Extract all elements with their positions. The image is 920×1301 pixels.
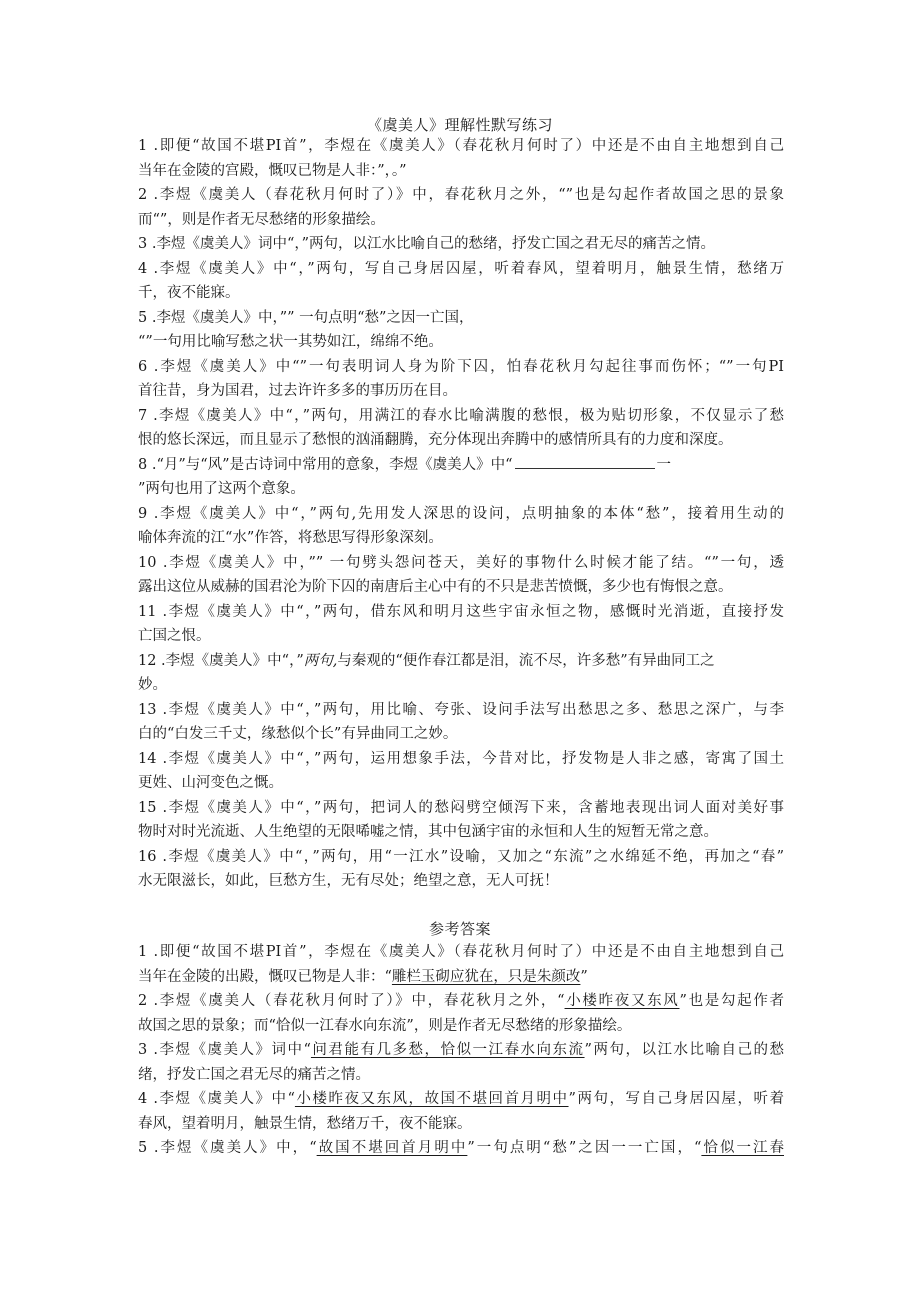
answer-underlined: 小楼昨夜又东风	[564, 993, 680, 1009]
question-line: 物时对时光流逝、人生绝望的无限唏嘘之情，其中包涵宇宙的永恒和人生的短暂无常之意。	[138, 824, 718, 840]
question-line: 3 .李煜《虞美人》词中“，”两句，以江水比喻自己的愁绪，抒发亡国之君无尽的痛苦之情。	[138, 236, 716, 252]
question-item	[138, 600, 784, 649]
question-item	[138, 232, 784, 257]
question-line: 13 .李煜《虞美人》中“，”两句，用比喻、夸张、设问手法写出愁思之多、愁思之深广，与李	[138, 701, 784, 718]
answer-text: 5 .李煜《虞美人》中，“	[138, 1140, 317, 1156]
answer-underlined: 问君能有几多愁，恰似一江春水向东流	[310, 1042, 585, 1058]
question-text: 8 .“月”与“风”是古诗词中常用的意象，李煜《虞美人》中“	[138, 456, 513, 473]
question-line: 喻体奔流的江“水”作答，将愁思写得形象深刻。	[138, 530, 443, 546]
question-item	[138, 649, 784, 698]
question-line: 更姓、山河变色之慨。	[138, 775, 283, 791]
question-line: 亡国之恨。	[138, 628, 211, 644]
question-line	[138, 649, 784, 674]
answer-underlined: 恰似一江春	[701, 1140, 784, 1156]
answers-title: 参考答案	[428, 920, 491, 938]
question-item	[138, 845, 784, 894]
question-line: “”一句用比喻写愁之状一其势如江，绵绵不绝。	[138, 334, 443, 350]
page-title: 《虞美人》理解性默写练习	[366, 116, 553, 134]
question-line: 水无限滋长，如此，巨愁方生，无有尽处；绝望之意，无人可抚！	[138, 873, 559, 889]
question-line: 9 .李煜《虞美人》中“，”两句,先用发人深思的设问，点明抽象的本体“愁”，接着用生动的	[138, 505, 784, 522]
answer-text: 2 .李煜《虞美人（春花秋月何时了）》中，春花秋月之外，“	[138, 993, 565, 1009]
question-line: ”两句也用了这两个意象。	[138, 481, 305, 497]
question-line: 14 .李煜《虞美人》中“，”两句，运用想象手法，今昔对比，抒发物是人非之感，寄寓了国土	[138, 750, 784, 767]
answer-text: 3 .李煜《虞美人》词中“	[138, 1042, 311, 1058]
question-line: 恨的悠长深远，而且显示了愁恨的汹涌翻腾，充分体现出奔腾中的感情所具有的力度和深度。	[138, 432, 733, 448]
question-line: 千，夜不能寐。	[138, 285, 240, 301]
question-line: 15 .李煜《虞美人》中“，”两句，把词人的愁闷劈空倾泻下来，含蓄地表现出词人面对美好事	[138, 799, 784, 816]
answer-item	[138, 940, 784, 989]
question-list	[138, 134, 784, 894]
question-item	[138, 453, 784, 502]
question-text: 一	[656, 456, 672, 473]
answer-line	[138, 1087, 784, 1112]
answer-line	[138, 965, 784, 990]
answer-line: 春风，望着明月，触景生情，愁绪万千，夜不能寐。	[138, 1115, 472, 1132]
question-item	[138, 306, 784, 355]
answer-underlined: 小楼昨夜又东风，故国不堪回首月明中	[294, 1091, 569, 1107]
question-line: 当年在金陵的宫殿，慨叹已物是人非：”，。”	[138, 162, 407, 179]
answer-text: 当年在金陵的出殿，慨叹已物是人非：“	[138, 968, 392, 985]
answer-line	[138, 1136, 784, 1161]
question-line: 妙。	[138, 677, 167, 693]
question-line: 而“”，则是作者无尽愁绪的形象描绘。	[138, 211, 385, 228]
answer-line: 1 .即便“故国不堪PI首”，李煜在《虞美人》（春花秋月何时了）中还是不由自主地想到自己	[138, 944, 784, 960]
answer-underlined: 雕栏玉砌应犹在，只是朱颜改	[391, 968, 581, 985]
question-line: 露出这位从威赫的国君沦为阶下囚的南唐后主心中有的不只是悲苦愤慨，多少也有悔恨之意。	[138, 579, 733, 595]
answer-text: ”	[580, 968, 588, 985]
question-line: 首往昔，身为国君，过去许许多多的事历历在目。	[138, 383, 457, 399]
answer-line: 绪，抒发亡国之君无尽的痛苦之情。	[138, 1066, 370, 1083]
answer-text: ”一句点明“愁”之因一一亡国，“	[467, 1140, 702, 1156]
question-item	[138, 355, 784, 404]
question-item	[138, 551, 784, 600]
answer-text: ”也是勾起作者	[679, 993, 784, 1009]
question-line: 5 .李煜《虞美人》中，”” 一句点明“愁”之因一亡国，	[138, 309, 474, 326]
question-line: 白的“白发三千丈，缘愁似个长”有异曲同工之妙。	[138, 726, 458, 742]
answer-line	[138, 989, 784, 1014]
question-line: 16 .李煜《虞美人》中“，”两句，用“一江水”设喻，又加之“东流”之水绵延不绝，再加之“春”	[138, 848, 784, 865]
question-text: 12 .李煜《虞美人》中“，”	[138, 652, 304, 669]
question-line: 2 .李煜《虞美人（春花秋月何时了）》中，春花秋月之外，“”也是勾起作者故国之思的景象	[138, 187, 784, 203]
question-text: 与秦观的“便作春江都是泪，流不尽，许多愁”有异曲同工之	[337, 652, 715, 669]
answer-line	[138, 1038, 784, 1063]
question-line: 6 .李煜《虞美人》中“”一句表明词人身为阶下囚，怕春花秋月勾起往事而伤怀；“”一句PI	[138, 358, 784, 375]
question-line: 10 .李煜《虞美人》中，”” 一句劈头怨问苍天，美好的事物什么时候才能了结。“”一句，透	[138, 554, 784, 571]
answer-item	[138, 1087, 784, 1136]
question-item	[138, 502, 784, 551]
question-item	[138, 257, 784, 306]
question-line: 11 .李煜《虞美人》中“，”两句，借东风和明月这些宇宙永恒之物，感慨时光消逝，直接抒发	[138, 603, 784, 620]
answer-item	[138, 989, 784, 1038]
answer-text: ”两句，以江水比喻自己的愁	[584, 1042, 784, 1058]
question-item	[138, 404, 784, 453]
question-item	[138, 698, 784, 747]
answer-text: ”两句，写自己身居囚屋，听着	[568, 1091, 784, 1107]
answer-item	[138, 1038, 784, 1087]
answer-list	[138, 940, 784, 1161]
question-text-italic: 两句,	[303, 652, 338, 669]
answer-line: 故国之思的景象；而“恰似一江春水向东流”，则是作者无尽愁绪的形象描绘。	[138, 1017, 632, 1034]
question-line: 1 .即便“故国不堪PI首”，李煜在《虞美人》（春花秋月何时了）中还是不由自主地想到自己	[138, 138, 784, 154]
question-line: 7 .李煜《虞美人》中“，”两句，用满江的春水比喻满腹的愁恨，极为贴切形象，不仅显示了愁	[138, 407, 784, 424]
answer-text: 4 .李煜《虞美人》中“	[138, 1091, 295, 1107]
question-item	[138, 134, 784, 183]
answer-blank	[515, 454, 655, 469]
answer-underlined: 故国不堪回首月明中	[316, 1140, 468, 1156]
question-item	[138, 747, 784, 796]
question-item	[138, 796, 784, 845]
question-line: 4 .李煜《虞美人》中“，”两句，写自己身居囚屋，听着春风，望着明月，触景生情，愁绪万	[138, 260, 784, 277]
answer-item	[138, 1136, 784, 1161]
question-line	[138, 453, 784, 478]
question-item	[138, 183, 784, 232]
